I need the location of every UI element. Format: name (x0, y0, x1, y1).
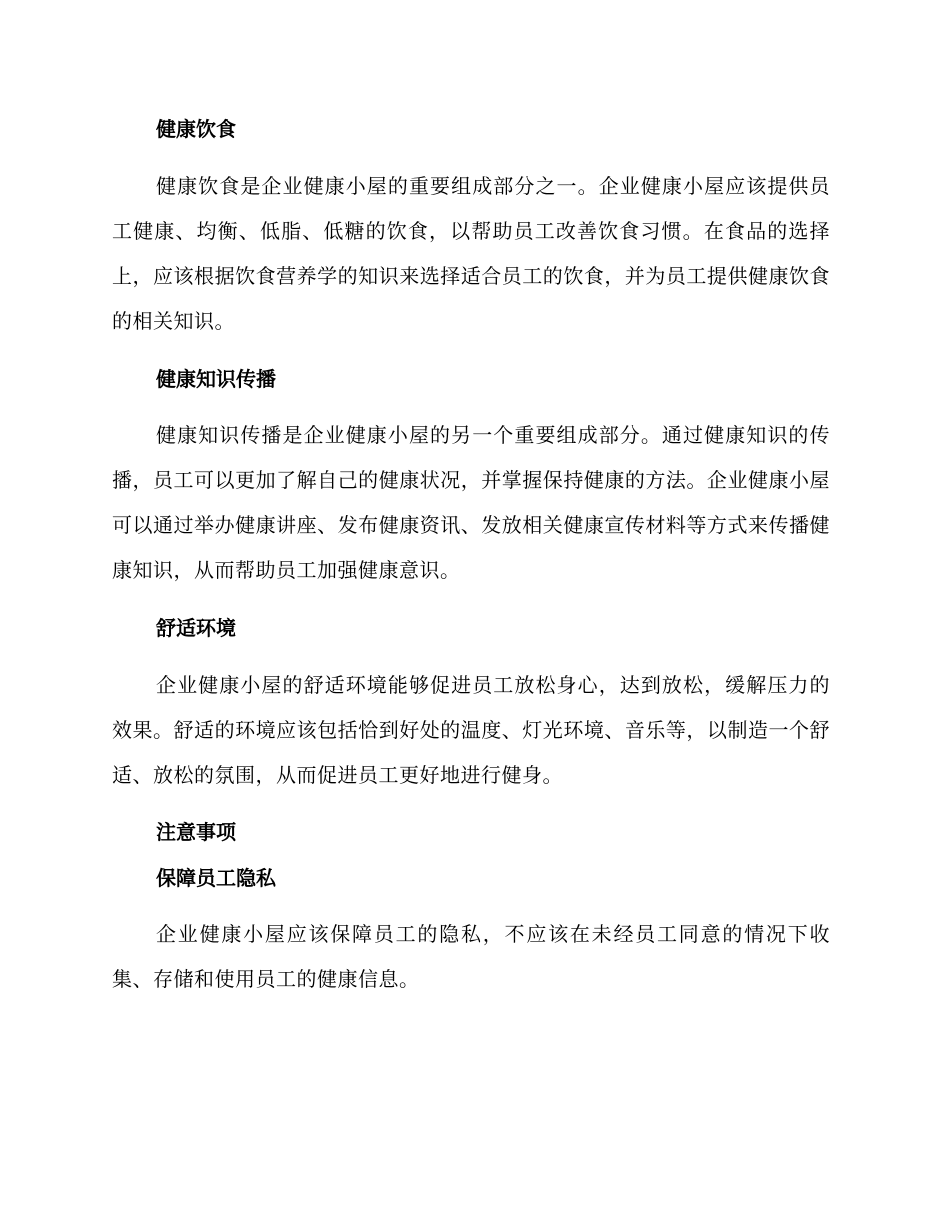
section-body-healthy-diet: 健康饮食是企业健康小屋的重要组成部分之一。企业健康小屋应该提供员工健康、均衡、低脂、低糖的饮食，以帮助员工改善饮食习惯。在食品的选择上，应该根据饮食营养学的知识来选择适合员工的饮食，并为员工提供健康饮食的相关知识。 (112, 174, 830, 333)
section-heading-healthy-diet: 健康饮食 (156, 117, 236, 141)
section-heading-employee-privacy: 保障员工隐私 (156, 866, 276, 890)
section-heading-precautions: 注意事项 (156, 820, 236, 844)
section-body-comfortable-environment: 企业健康小屋的舒适环境能够促进员工放松身心，达到放松，缓解压力的效果。舒适的环境应该包括恰到好处的温度、灯光环境、音乐等，以制造一个舒适、放松的氛围，从而促进员工更好地进行健身。 (112, 673, 830, 787)
section-body-health-knowledge: 健康知识传播是企业健康小屋的另一个重要组成部分。通过健康知识的传播，员工可以更加了解自己的健康状况，并掌握保持健康的方法。企业健康小屋可以通过举办健康讲座、发布健康资讯、发放相关健康宣传材料等方式来传播健康知识，从而帮助员工加强健康意识。 (112, 423, 830, 582)
section-heading-comfortable-environment: 舒适环境 (156, 616, 236, 640)
section-body-employee-privacy: 企业健康小屋应该保障员工的隐私，不应该在未经员工同意的情况下收集、存储和使用员工的健康信息。 (112, 922, 830, 991)
section-heading-health-knowledge: 健康知识传播 (156, 367, 276, 391)
